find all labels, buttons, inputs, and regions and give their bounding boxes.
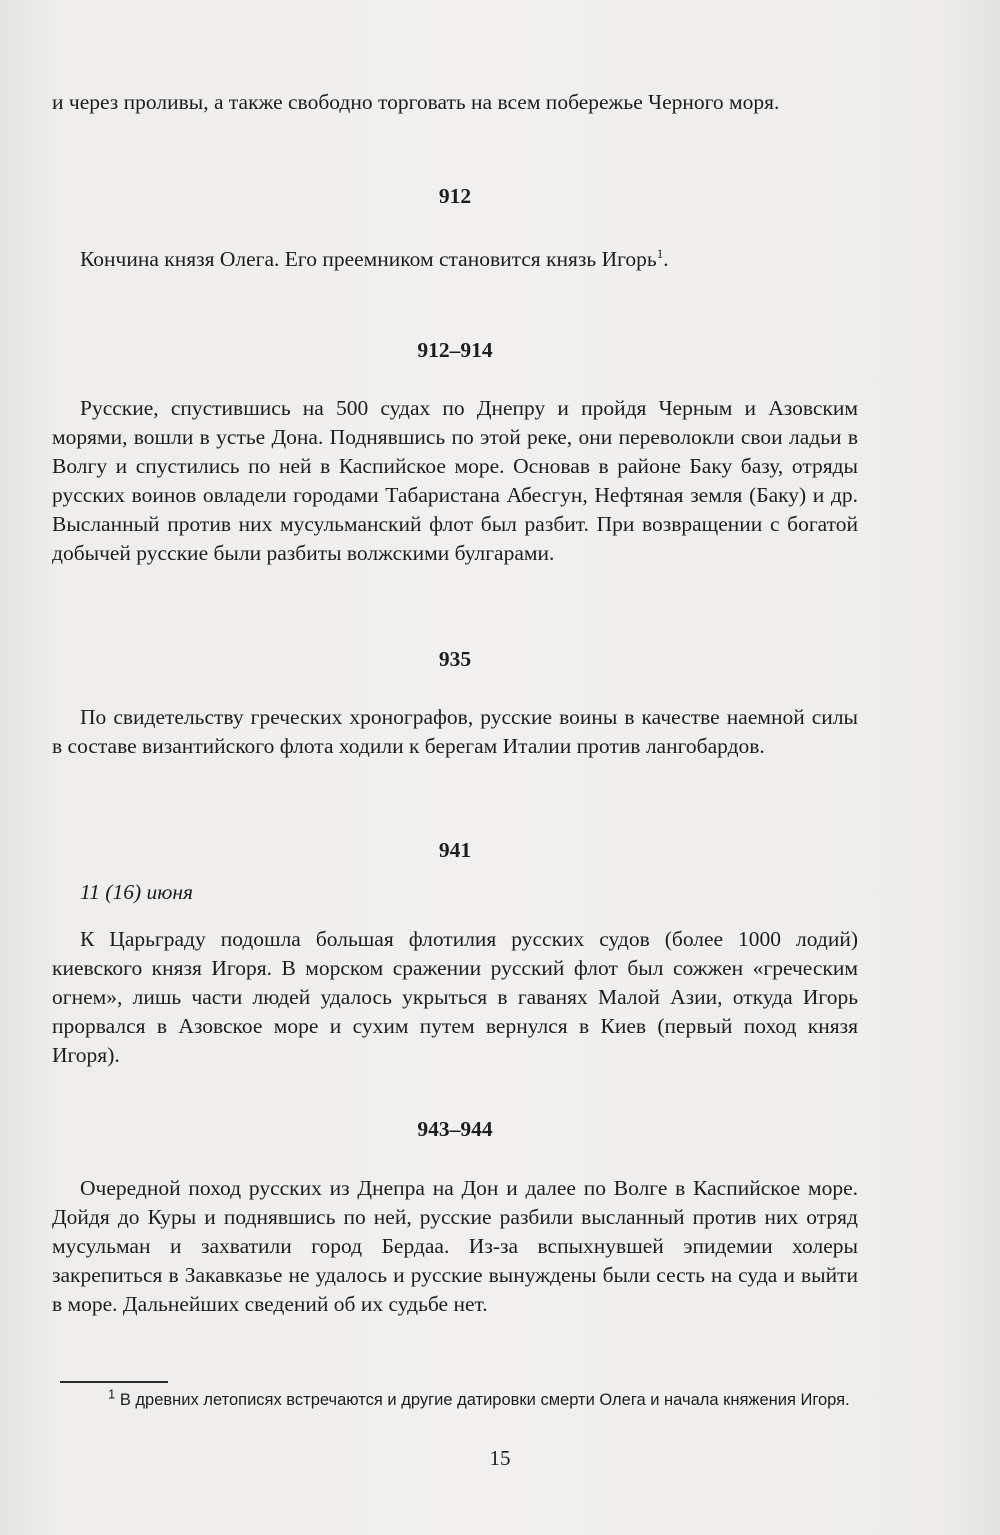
year-heading-912-914: 912–914 (417, 338, 493, 362)
paragraph-935: По свидетельству греческих хронографов, русские воины в качестве наемной силы в составе византийского флота ходили к берегам Италии против лангобардов. (52, 705, 858, 758)
continuation-paragraph: и через проливы, а также свободно торговать на всем побережье Черного моря. (52, 90, 780, 114)
paragraph-912-end: . (663, 247, 669, 271)
year-heading-935: 935 (438, 647, 472, 671)
page-number: 15 (489, 1446, 511, 1470)
year-heading-943-944: 943–944 (417, 1117, 493, 1141)
paragraph-912-914: Русские, спустившись на 500 судах по Днепру и пройдя Черным и Азовским морями, вошли в устье Дона. Поднявшись по этой реке, они переволокли свои ладьи в Волгу и спустились по ней в Каспийское море. Основав в районе Баку базу, отряды русских воинов овладели городами Табаристана Абесгун, Нефтяная земля (Баку) и др. Высланный против них мусульманский флот был разбит. При возвращении с богатой добычей русские были разбиты волжскими булгарами. (52, 396, 858, 565)
footnote-separator (60, 1381, 168, 1383)
paragraph-912-text: Кончина князя Олега. Его преемником становится князь Игорь (80, 247, 657, 271)
footnote (60, 1388, 858, 1412)
paragraph-912 (52, 245, 858, 274)
date-941: 11 (16) июня (80, 880, 194, 904)
year-heading-912: 912 (438, 184, 472, 208)
paragraph-941: К Царьграду подошла большая флотилия русских судов (более 1000 лодий) киевского князя Игоря. В морском сражении русский флот был сожжен «греческим огнем», лишь части людей удалось укрыться в гаванях Малой Азии, откуда Игорь прорвался в Азовское море и сухим путем вернулся в Киев (первый поход князя Игоря). (52, 927, 858, 1067)
footnote-number: 1 (108, 1386, 116, 1402)
footnote-text: В древних летописях встречаются и другие датировки смерти Олега и начала княжения Игоря. (119, 1391, 850, 1409)
paragraph-943-944: Очередной поход русских из Днепра на Дон и далее по Волге в Каспийское море. Дойдя до Куры и поднявшись по ней, русские разбили высланный против них отряд мусульман и захватили город Бердаа. Из-за вспыхнувшей эпидемии холеры закрепиться в Закавказье не удалось и русские вынуждены были сесть на суда и выйти в море. Дальнейших сведений об их судьбе нет. (52, 1176, 858, 1316)
footnote-reference: 1 (656, 245, 664, 261)
year-heading-941: 941 (438, 838, 472, 862)
